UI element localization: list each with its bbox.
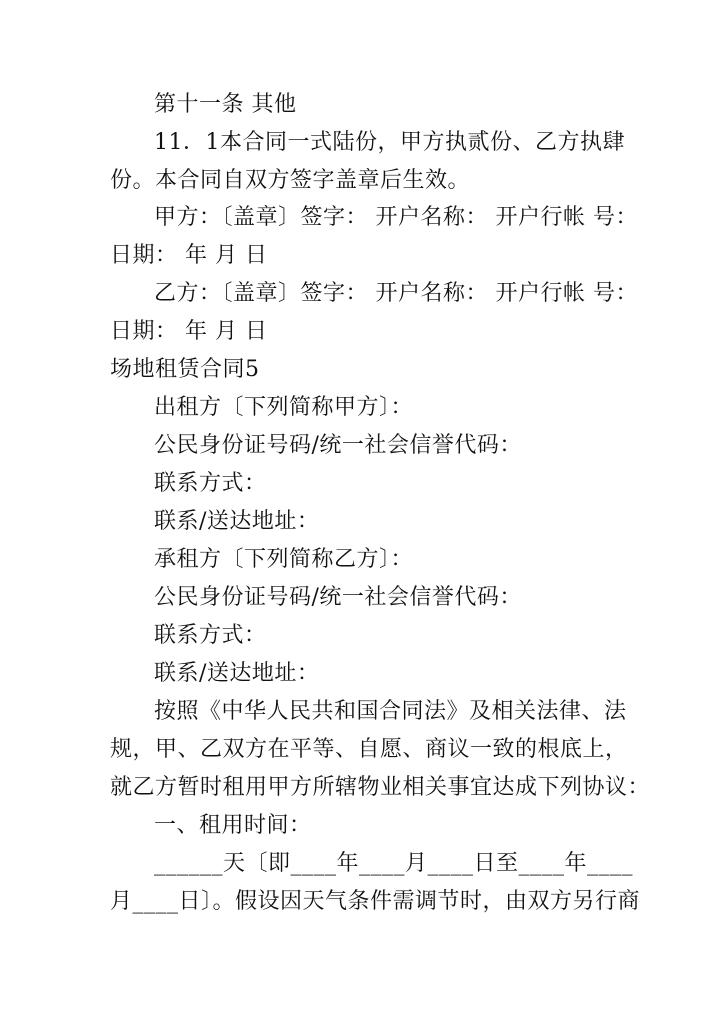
address-label: 联系/送达地址： [154,661,320,686]
address-label: 联系/送达地址： [154,509,320,534]
paragraph-line: 规，甲、乙双方在平等、自愿、商议一致的根底上， [110,737,628,762]
contact-label: 联系方式： [154,471,267,496]
signature-line-party-a: 甲方：〔盖章〕签字： 开户名称： 开户行帐 号： [154,205,638,230]
paragraph-line: ______天〔即____年____月____日至____年____ [154,851,634,876]
paragraph-line: 份。本合同自双方签字盖章后生效。 [110,168,471,193]
paragraph-line: 月____日〕。假设因天气条件需调节时，由双方另行商 [110,889,641,914]
id-number-label: 公民身份证号码/统一社会信誉代码： [154,585,522,610]
article-heading: 第十一条 其他 [154,92,297,117]
signature-line-party-b: 乙方：〔盖章〕签字： 开户名称： 开户行帐 号： [154,281,638,306]
lessor-label: 出租方〔下列简称甲方〕： [154,395,414,420]
contract-title: 场地租赁合同5 [110,357,260,382]
paragraph-line: 11．1本合同一式陆份，甲方执贰份、乙方执肆 [154,130,625,155]
contact-label: 联系方式： [154,623,267,648]
date-line: 日期： 年 月 日 [110,319,268,344]
lessee-label: 承租方〔下列简称乙方〕： [154,547,414,572]
section-heading: 一、租用时间： [154,813,312,838]
paragraph-line: 就乙方暂时租用甲方所辖物业相关事宜达成下列协议： [110,775,651,800]
paragraph-line: 按照《中华人民共和国合同法》及相关法律、法 [154,699,627,724]
id-number-label: 公民身份证号码/统一社会信誉代码： [154,433,522,458]
date-line: 日期： 年 月 日 [110,243,268,268]
